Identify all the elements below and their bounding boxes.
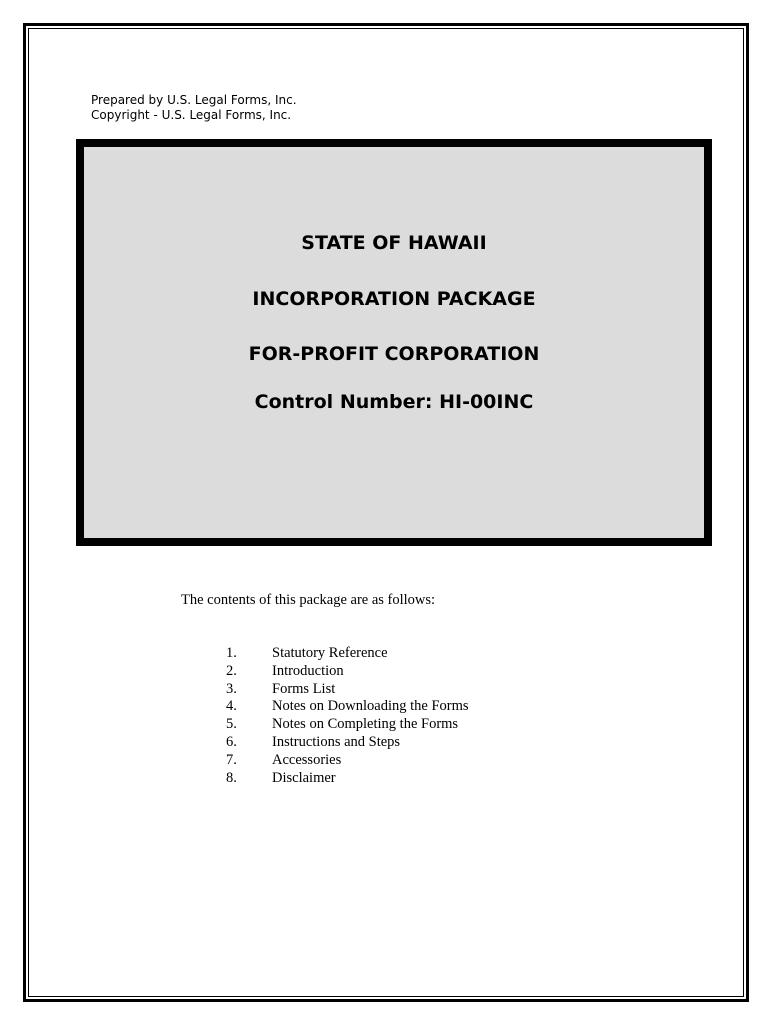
list-item-label: Notes on Completing the Forms	[272, 716, 459, 733]
list-item-number: 6.	[226, 733, 237, 750]
list-item	[226, 681, 469, 699]
list-item-number: 8.	[226, 769, 237, 786]
package-title: INCORPORATION PACKAGE	[252, 288, 536, 310]
list-item-label: Instructions and Steps	[272, 733, 401, 750]
list-item-number: 2.	[226, 662, 237, 679]
list-item-label: Forms List	[272, 680, 336, 697]
list-item-label: Introduction	[272, 662, 344, 679]
list-item-number: 7.	[226, 751, 237, 768]
list-item-number: 5.	[226, 716, 237, 733]
preparer-info	[91, 93, 297, 123]
list-item	[226, 734, 469, 752]
control-number: Control Number: HI-00INC	[254, 391, 534, 413]
list-item-number: 1.	[226, 645, 237, 661]
list-item	[226, 645, 469, 663]
list-item-label: Notes on Downloading the Forms	[272, 698, 469, 715]
list-item-number: 4.	[226, 698, 237, 715]
contents-intro: The contents of this package are as follows:	[181, 592, 436, 608]
list-item	[226, 752, 469, 770]
list-item-label: Accessories	[272, 751, 342, 768]
list-item	[226, 698, 469, 716]
list-item	[226, 716, 469, 734]
list-item	[226, 770, 469, 788]
list-item-label: Statutory Reference	[272, 645, 388, 661]
contents-list	[226, 645, 469, 787]
copyright-line: Copyright - U.S. Legal Forms, Inc.	[91, 108, 292, 122]
prepared-by-line: Prepared by U.S. Legal Forms, Inc.	[91, 93, 297, 107]
list-item-number: 3.	[226, 680, 237, 697]
list-item-label: Disclaimer	[272, 769, 336, 786]
list-item	[226, 663, 469, 681]
title-box	[76, 139, 712, 546]
entity-type-title: FOR-PROFIT CORPORATION	[248, 343, 540, 365]
state-title: STATE OF HAWAII	[301, 232, 487, 254]
